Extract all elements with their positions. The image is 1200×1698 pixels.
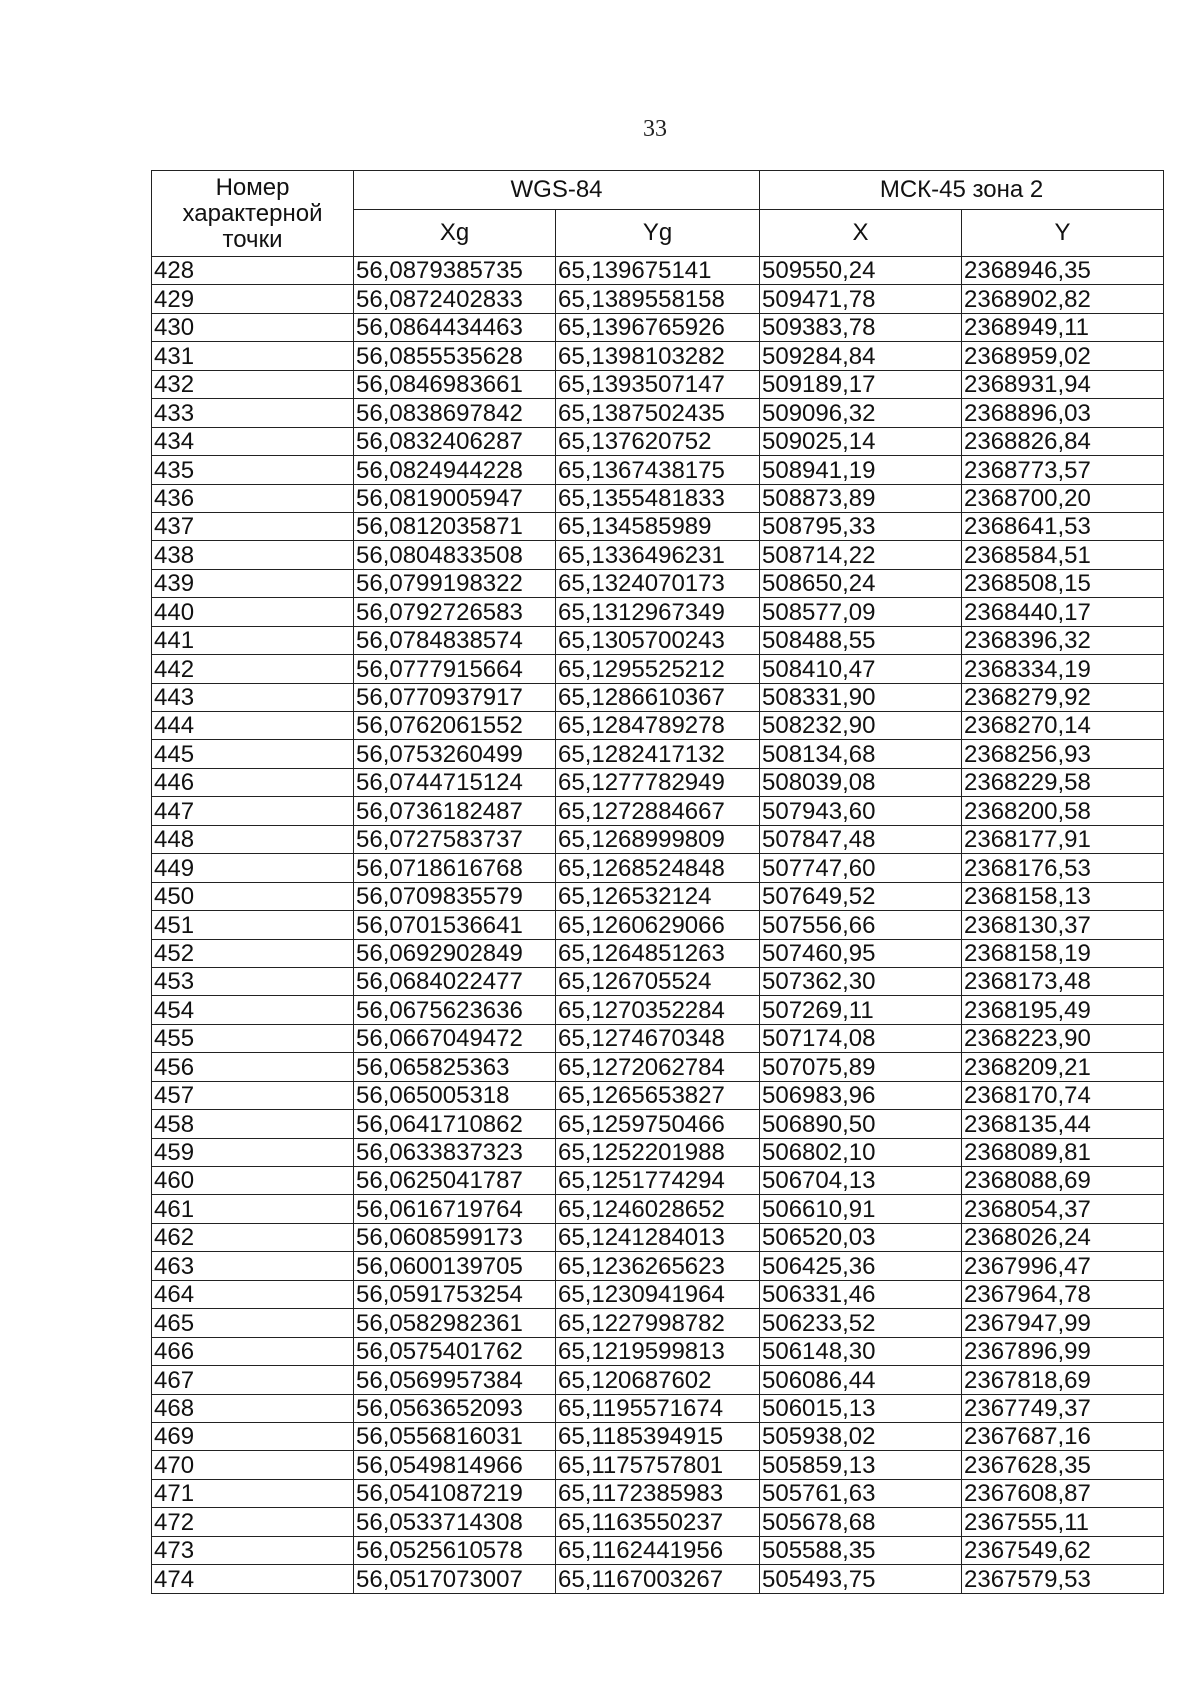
cell-x: 507847,48 (760, 825, 962, 853)
cell-yg: 65,134585989 (556, 512, 760, 540)
cell-yg: 65,139675141 (556, 257, 760, 285)
table-row (152, 797, 1164, 825)
cell-x: 507362,30 (760, 967, 962, 995)
table-row (152, 854, 1164, 882)
table-row (152, 1536, 1164, 1564)
cell-xg: 56,0525610578 (354, 1536, 556, 1564)
cell-yg: 65,1227998782 (556, 1309, 760, 1337)
cell-y: 2367896,99 (962, 1337, 1164, 1365)
cell-point-number: 444 (152, 712, 354, 740)
cell-y: 2367628,35 (962, 1451, 1164, 1479)
table-row (152, 1195, 1164, 1223)
table-row (152, 1053, 1164, 1081)
cell-xg: 56,0616719764 (354, 1195, 556, 1223)
cell-x: 508714,22 (760, 541, 962, 569)
cell-xg: 56,0541087219 (354, 1479, 556, 1507)
cell-xg: 56,0633837323 (354, 1138, 556, 1166)
cell-yg: 65,1172385983 (556, 1479, 760, 1507)
cell-point-number: 460 (152, 1167, 354, 1195)
cell-x: 507556,66 (760, 911, 962, 939)
cell-point-number: 462 (152, 1223, 354, 1251)
cell-yg: 65,1167003267 (556, 1565, 760, 1593)
cell-point-number: 465 (152, 1309, 354, 1337)
cell-y: 2368158,13 (962, 882, 1164, 910)
cell-y: 2368959,02 (962, 342, 1164, 370)
table-row (152, 825, 1164, 853)
cell-xg: 56,0517073007 (354, 1565, 556, 1593)
cell-yg: 65,1264851263 (556, 939, 760, 967)
cell-x: 508577,09 (760, 598, 962, 626)
cell-point-number: 452 (152, 939, 354, 967)
cell-y: 2368584,51 (962, 541, 1164, 569)
cell-y: 2368130,37 (962, 911, 1164, 939)
cell-xg: 56,065005318 (354, 1081, 556, 1109)
cell-y: 2367964,78 (962, 1280, 1164, 1308)
cell-xg: 56,0824944228 (354, 456, 556, 484)
cell-xg: 56,0591753254 (354, 1280, 556, 1308)
cell-xg: 56,0855535628 (354, 342, 556, 370)
table-row (152, 285, 1164, 313)
cell-point-number: 466 (152, 1337, 354, 1365)
cell-xg: 56,0608599173 (354, 1223, 556, 1251)
cell-yg: 65,1272062784 (556, 1053, 760, 1081)
table-row (152, 456, 1164, 484)
cell-yg: 65,1389558158 (556, 285, 760, 313)
cell-y: 2368256,93 (962, 740, 1164, 768)
cell-yg: 65,1195571674 (556, 1394, 760, 1422)
cell-x: 505678,68 (760, 1508, 962, 1536)
cell-point-number: 432 (152, 370, 354, 398)
table-row (152, 1451, 1164, 1479)
cell-point-number: 446 (152, 768, 354, 796)
cell-y: 2368177,91 (962, 825, 1164, 853)
cell-point-number: 470 (152, 1451, 354, 1479)
cell-yg: 65,1162441956 (556, 1536, 760, 1564)
cell-y: 2368223,90 (962, 1024, 1164, 1052)
cell-xg: 56,0832406287 (354, 427, 556, 455)
table-row (152, 313, 1164, 341)
cell-point-number: 469 (152, 1422, 354, 1450)
cell-yg: 65,1286610367 (556, 683, 760, 711)
table-row (152, 569, 1164, 597)
header-msk45: МСК-45 зона 2 (760, 171, 1164, 210)
table-row (152, 1110, 1164, 1138)
cell-point-number: 445 (152, 740, 354, 768)
table-row (152, 1422, 1164, 1450)
header-yg: Yg (556, 210, 760, 257)
table-row (152, 683, 1164, 711)
header-x: X (760, 210, 962, 257)
cell-x: 506148,30 (760, 1337, 962, 1365)
cell-y: 2368946,35 (962, 257, 1164, 285)
cell-yg: 65,1241284013 (556, 1223, 760, 1251)
cell-xg: 56,0762061552 (354, 712, 556, 740)
cell-point-number: 458 (152, 1110, 354, 1138)
cell-yg: 65,120687602 (556, 1366, 760, 1394)
cell-yg: 65,1324070173 (556, 569, 760, 597)
cell-x: 507174,08 (760, 1024, 962, 1052)
cell-point-number: 454 (152, 996, 354, 1024)
cell-x: 506610,91 (760, 1195, 962, 1223)
cell-y: 2368158,19 (962, 939, 1164, 967)
cell-x: 508873,89 (760, 484, 962, 512)
cell-xg: 56,0675623636 (354, 996, 556, 1024)
cell-xg: 56,0819005947 (354, 484, 556, 512)
cell-yg: 65,1355481833 (556, 484, 760, 512)
cell-x: 507649,52 (760, 882, 962, 910)
cell-y: 2368334,19 (962, 655, 1164, 683)
cell-point-number: 464 (152, 1280, 354, 1308)
cell-xg: 56,0777915664 (354, 655, 556, 683)
cell-xg: 56,0744715124 (354, 768, 556, 796)
cell-x: 506233,52 (760, 1309, 962, 1337)
cell-point-number: 472 (152, 1508, 354, 1536)
table-row (152, 740, 1164, 768)
table-row (152, 1309, 1164, 1337)
cell-xg: 56,065825363 (354, 1053, 556, 1081)
cell-yg: 65,1277782949 (556, 768, 760, 796)
cell-y: 2367549,62 (962, 1536, 1164, 1564)
cell-yg: 65,1312967349 (556, 598, 760, 626)
table-row (152, 342, 1164, 370)
cell-yg: 65,1336496231 (556, 541, 760, 569)
cell-xg: 56,0784838574 (354, 626, 556, 654)
cell-yg: 65,1265653827 (556, 1081, 760, 1109)
cell-yg: 65,1268999809 (556, 825, 760, 853)
table-row (152, 882, 1164, 910)
cell-xg: 56,0812035871 (354, 512, 556, 540)
page-number: 33 (643, 116, 667, 142)
cell-yg: 65,126532124 (556, 882, 760, 910)
table-row (152, 1223, 1164, 1251)
header-y: Y (962, 210, 1164, 257)
cell-y: 2368195,49 (962, 996, 1164, 1024)
cell-yg: 65,1282417132 (556, 740, 760, 768)
cell-point-number: 457 (152, 1081, 354, 1109)
cell-xg: 56,0799198322 (354, 569, 556, 597)
table-row (152, 1252, 1164, 1280)
table-row (152, 1280, 1164, 1308)
cell-y: 2367579,53 (962, 1565, 1164, 1593)
cell-xg: 56,0709835579 (354, 882, 556, 910)
cell-point-number: 455 (152, 1024, 354, 1052)
cell-point-number: 429 (152, 285, 354, 313)
cell-y: 2368902,82 (962, 285, 1164, 313)
cell-x: 506890,50 (760, 1110, 962, 1138)
cell-yg: 65,1274670348 (556, 1024, 760, 1052)
cell-y: 2368773,57 (962, 456, 1164, 484)
cell-xg: 56,0569957384 (354, 1366, 556, 1394)
cell-xg: 56,0625041787 (354, 1167, 556, 1195)
cell-yg: 65,1236265623 (556, 1252, 760, 1280)
cell-point-number: 474 (152, 1565, 354, 1593)
table-row (152, 1337, 1164, 1365)
cell-xg: 56,0718616768 (354, 854, 556, 882)
cell-xg: 56,0864434463 (354, 313, 556, 341)
cell-xg: 56,0753260499 (354, 740, 556, 768)
cell-point-number: 473 (152, 1536, 354, 1564)
cell-point-number: 448 (152, 825, 354, 853)
cell-xg: 56,0701536641 (354, 911, 556, 939)
table-row (152, 1081, 1164, 1109)
table-row (152, 967, 1164, 995)
cell-point-number: 431 (152, 342, 354, 370)
cell-y: 2368089,81 (962, 1138, 1164, 1166)
cell-y: 2367996,47 (962, 1252, 1164, 1280)
cell-xg: 56,0667049472 (354, 1024, 556, 1052)
coordinates-table (151, 170, 1164, 1594)
cell-point-number: 468 (152, 1394, 354, 1422)
table-row (152, 399, 1164, 427)
cell-yg: 65,1398103282 (556, 342, 760, 370)
cell-yg: 65,1387502435 (556, 399, 760, 427)
cell-yg: 65,1246028652 (556, 1195, 760, 1223)
cell-point-number: 463 (152, 1252, 354, 1280)
cell-yg: 65,1163550237 (556, 1508, 760, 1536)
cell-y: 2368229,58 (962, 768, 1164, 796)
cell-y: 2368279,92 (962, 683, 1164, 711)
table-row (152, 370, 1164, 398)
cell-yg: 65,1230941964 (556, 1280, 760, 1308)
table-row (152, 655, 1164, 683)
cell-xg: 56,0838697842 (354, 399, 556, 427)
cell-x: 505588,35 (760, 1536, 962, 1564)
cell-y: 2368200,58 (962, 797, 1164, 825)
cell-yg: 65,1272884667 (556, 797, 760, 825)
cell-x: 509189,17 (760, 370, 962, 398)
cell-point-number: 443 (152, 683, 354, 711)
table-row (152, 257, 1164, 285)
table-row (152, 712, 1164, 740)
cell-x: 507075,89 (760, 1053, 962, 1081)
cell-yg: 65,137620752 (556, 427, 760, 455)
cell-y: 2368896,03 (962, 399, 1164, 427)
cell-y: 2368641,53 (962, 512, 1164, 540)
cell-x: 508795,33 (760, 512, 962, 540)
cell-yg: 65,1219599813 (556, 1337, 760, 1365)
cell-x: 505938,02 (760, 1422, 962, 1450)
cell-point-number: 436 (152, 484, 354, 512)
cell-y: 2368931,94 (962, 370, 1164, 398)
cell-x: 508232,90 (760, 712, 962, 740)
cell-y: 2368396,32 (962, 626, 1164, 654)
cell-xg: 56,0575401762 (354, 1337, 556, 1365)
cell-yg: 65,1396765926 (556, 313, 760, 341)
cell-xg: 56,0692902849 (354, 939, 556, 967)
table-row (152, 1366, 1164, 1394)
cell-xg: 56,0563652093 (354, 1394, 556, 1422)
cell-x: 506425,36 (760, 1252, 962, 1280)
cell-x: 508331,90 (760, 683, 962, 711)
cell-x: 508941,19 (760, 456, 962, 484)
table-row (152, 484, 1164, 512)
cell-y: 2368054,37 (962, 1195, 1164, 1223)
cell-xg: 56,0684022477 (354, 967, 556, 995)
cell-x: 506704,13 (760, 1167, 962, 1195)
cell-yg: 65,1175757801 (556, 1451, 760, 1479)
cell-x: 508650,24 (760, 569, 962, 597)
cell-point-number: 451 (152, 911, 354, 939)
cell-y: 2368176,53 (962, 854, 1164, 882)
cell-yg: 65,1284789278 (556, 712, 760, 740)
cell-yg: 65,1268524848 (556, 854, 760, 882)
cell-y: 2367687,16 (962, 1422, 1164, 1450)
cell-xg: 56,0533714308 (354, 1508, 556, 1536)
cell-y: 2368026,24 (962, 1223, 1164, 1251)
table-row (152, 541, 1164, 569)
cell-x: 508039,08 (760, 768, 962, 796)
cell-x: 505761,63 (760, 1479, 962, 1507)
cell-y: 2368508,15 (962, 569, 1164, 597)
cell-yg: 65,1367438175 (556, 456, 760, 484)
cell-x: 507747,60 (760, 854, 962, 882)
cell-xg: 56,0736182487 (354, 797, 556, 825)
cell-point-number: 435 (152, 456, 354, 484)
cell-x: 508488,55 (760, 626, 962, 654)
table-row (152, 768, 1164, 796)
cell-point-number: 450 (152, 882, 354, 910)
cell-x: 506802,10 (760, 1138, 962, 1166)
cell-point-number: 453 (152, 967, 354, 995)
cell-xg: 56,0879385735 (354, 257, 556, 285)
table-row (152, 1479, 1164, 1507)
cell-point-number: 459 (152, 1138, 354, 1166)
cell-xg: 56,0770937917 (354, 683, 556, 711)
cell-y: 2368209,21 (962, 1053, 1164, 1081)
cell-point-number: 442 (152, 655, 354, 683)
table-row (152, 427, 1164, 455)
table-row (152, 1024, 1164, 1052)
cell-xg: 56,0600139705 (354, 1252, 556, 1280)
cell-xg: 56,0846983661 (354, 370, 556, 398)
cell-x: 509471,78 (760, 285, 962, 313)
table-row (152, 1508, 1164, 1536)
cell-yg: 65,1295525212 (556, 655, 760, 683)
cell-xg: 56,0792726583 (354, 598, 556, 626)
cell-x: 509383,78 (760, 313, 962, 341)
cell-x: 508134,68 (760, 740, 962, 768)
cell-point-number: 441 (152, 626, 354, 654)
cell-xg: 56,0582982361 (354, 1309, 556, 1337)
cell-point-number: 456 (152, 1053, 354, 1081)
cell-yg: 65,126705524 (556, 967, 760, 995)
cell-x: 506520,03 (760, 1223, 962, 1251)
cell-x: 509284,84 (760, 342, 962, 370)
cell-y: 2368173,48 (962, 967, 1164, 995)
cell-x: 506331,46 (760, 1280, 962, 1308)
header-xg: Xg (354, 210, 556, 257)
cell-y: 2367608,87 (962, 1479, 1164, 1507)
cell-point-number: 471 (152, 1479, 354, 1507)
cell-y: 2367749,37 (962, 1394, 1164, 1422)
table-row (152, 598, 1164, 626)
cell-xg: 56,0556816031 (354, 1422, 556, 1450)
table-row (152, 939, 1164, 967)
cell-y: 2368826,84 (962, 427, 1164, 455)
table-row (152, 512, 1164, 540)
cell-yg: 65,1259750466 (556, 1110, 760, 1138)
cell-yg: 65,1252201988 (556, 1138, 760, 1166)
cell-yg: 65,1270352284 (556, 996, 760, 1024)
cell-x: 506983,96 (760, 1081, 962, 1109)
cell-x: 506015,13 (760, 1394, 962, 1422)
cell-y: 2368170,74 (962, 1081, 1164, 1109)
cell-y: 2368270,14 (962, 712, 1164, 740)
table-row (152, 1394, 1164, 1422)
cell-y: 2367947,99 (962, 1309, 1164, 1337)
cell-x: 507269,11 (760, 996, 962, 1024)
cell-yg: 65,1393507147 (556, 370, 760, 398)
cell-y: 2368135,44 (962, 1110, 1164, 1138)
table-row (152, 911, 1164, 939)
cell-x: 507460,95 (760, 939, 962, 967)
cell-xg: 56,0727583737 (354, 825, 556, 853)
cell-point-number: 434 (152, 427, 354, 455)
cell-y: 2368700,20 (962, 484, 1164, 512)
cell-y: 2368088,69 (962, 1167, 1164, 1195)
table-header (152, 171, 1164, 257)
cell-point-number: 428 (152, 257, 354, 285)
table-row (152, 1138, 1164, 1166)
cell-x: 507943,60 (760, 797, 962, 825)
cell-x: 505859,13 (760, 1451, 962, 1479)
cell-x: 509025,14 (760, 427, 962, 455)
header-point-number: Номер характерной точки (152, 171, 354, 257)
table-row (152, 626, 1164, 654)
cell-y: 2367555,11 (962, 1508, 1164, 1536)
cell-xg: 56,0872402833 (354, 285, 556, 313)
header-wgs84: WGS-84 (354, 171, 760, 210)
table-body (152, 257, 1164, 1594)
cell-xg: 56,0641710862 (354, 1110, 556, 1138)
cell-yg: 65,1251774294 (556, 1167, 760, 1195)
cell-point-number: 440 (152, 598, 354, 626)
cell-point-number: 430 (152, 313, 354, 341)
cell-y: 2367818,69 (962, 1366, 1164, 1394)
cell-x: 505493,75 (760, 1565, 962, 1593)
cell-point-number: 461 (152, 1195, 354, 1223)
cell-xg: 56,0804833508 (354, 541, 556, 569)
cell-point-number: 447 (152, 797, 354, 825)
cell-x: 509550,24 (760, 257, 962, 285)
cell-yg: 65,1260629066 (556, 911, 760, 939)
cell-y: 2368440,17 (962, 598, 1164, 626)
cell-point-number: 439 (152, 569, 354, 597)
cell-x: 508410,47 (760, 655, 962, 683)
cell-yg: 65,1305700243 (556, 626, 760, 654)
table-row (152, 1167, 1164, 1195)
cell-yg: 65,1185394915 (556, 1422, 760, 1450)
cell-point-number: 449 (152, 854, 354, 882)
cell-point-number: 433 (152, 399, 354, 427)
cell-point-number: 438 (152, 541, 354, 569)
cell-y: 2368949,11 (962, 313, 1164, 341)
cell-point-number: 437 (152, 512, 354, 540)
cell-x: 509096,32 (760, 399, 962, 427)
table-row (152, 1565, 1164, 1593)
cell-x: 506086,44 (760, 1366, 962, 1394)
cell-xg: 56,0549814966 (354, 1451, 556, 1479)
table-row (152, 996, 1164, 1024)
cell-point-number: 467 (152, 1366, 354, 1394)
